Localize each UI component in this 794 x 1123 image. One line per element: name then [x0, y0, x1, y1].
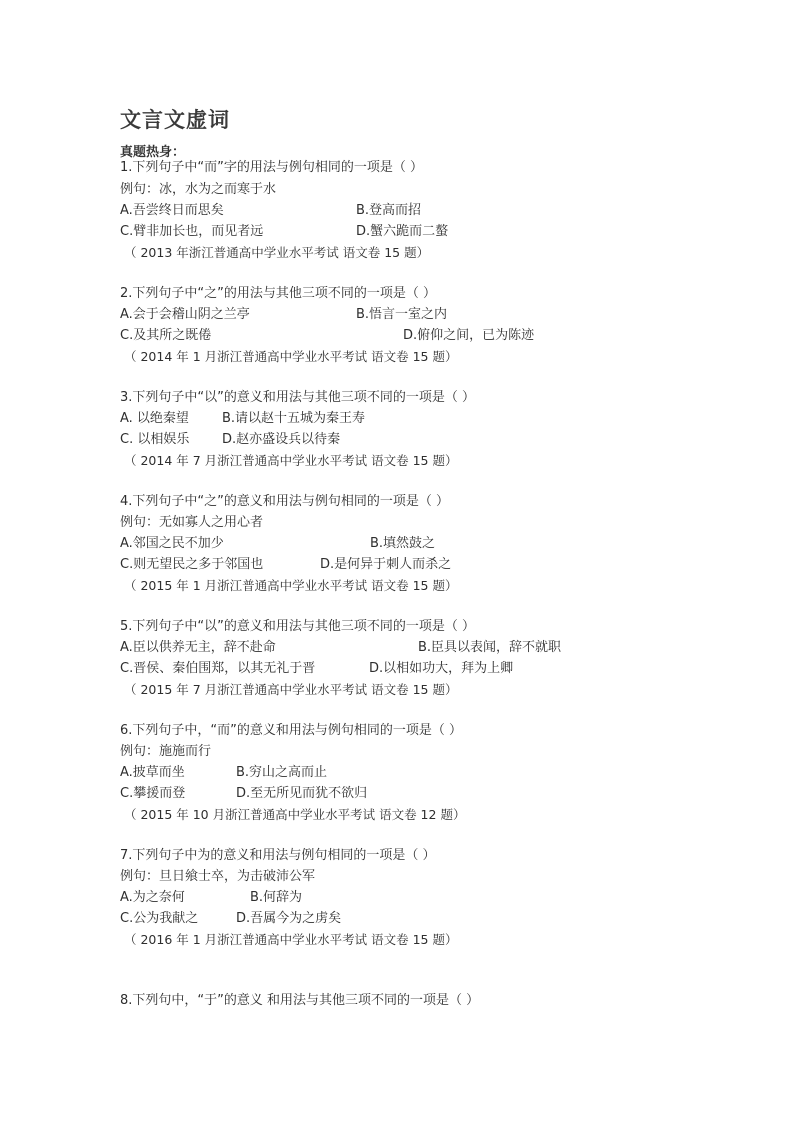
- question-stem: 4.下列句子中“之”的意义和用法与例句相同的一项是（ ）: [120, 494, 450, 509]
- question-source: （ 2014 年 1 月浙江普通高中学业水平考试 语文卷 15 题）: [124, 349, 458, 364]
- question-source: （ 2014 年 7 月浙江普通高中学业水平考试 语文卷 15 题）: [124, 453, 458, 468]
- option-c: C.攀援而登: [120, 786, 186, 801]
- question-stem: 3.下列句子中“以”的意义和用法与其他三项不同的一项是（ ）: [120, 390, 476, 405]
- option-d: D.蟹六跪而二螯: [356, 224, 449, 239]
- option-a: A.为之奈何: [120, 890, 185, 905]
- example-sentence: 例句：施施而行: [120, 744, 212, 759]
- question-stem: 1.下列句子中“而”字的用法与例句相同的一项是（ ）: [120, 160, 424, 175]
- option-a: A. 以绝秦望: [120, 411, 189, 426]
- option-c: C.晋侯、秦伯围郑，以其无礼于晋: [120, 661, 316, 676]
- question-stem: 5.下列句子中“以”的意义和用法与其他三项不同的一项是（ ）: [120, 619, 476, 634]
- question-stem: 6.下列句子中，“而”的意义和用法与例句相同的一项是（ ）: [120, 723, 463, 738]
- question-stem: 7.下列句子中为的意义和用法与例句相同的一项是（ ）: [120, 848, 436, 863]
- page-title: 文言文虚词: [120, 108, 230, 132]
- option-a: A.吾尝终日而思矣: [120, 203, 224, 218]
- option-d: D.至无所见而犹不欲归: [236, 786, 368, 801]
- option-c: C.公为我献之: [120, 911, 199, 926]
- option-c: C.臂非加长也，而见者远: [120, 224, 264, 239]
- question-stem: 8.下列句中，“于”的意义 和用法与其他三项不同的一项是（ ）: [120, 993, 480, 1008]
- option-d: D.是何异于刺人而杀之: [320, 557, 452, 572]
- question-source: （ 2015 年 10 月浙江普通高中学业水平考试 语文卷 12 题）: [124, 807, 466, 822]
- option-a: A.会于会稽山阴之兰亭: [120, 307, 250, 322]
- question-source: （ 2016 年 1 月浙江普通高中学业水平考试 语文卷 15 题）: [124, 932, 458, 947]
- option-b: B.穷山之高而止: [236, 765, 328, 780]
- option-a: A.臣以供养无主，辞不赴命: [120, 640, 276, 655]
- example-sentence: 例句：冰，水为之而寒于水: [120, 182, 277, 197]
- question-stem: 2.下列句子中“之”的用法与其他三项不同的一项是（ ）: [120, 286, 437, 301]
- option-d: D.俯仰之间，已为陈迹: [403, 328, 535, 343]
- option-b: B.何辞为: [250, 890, 303, 905]
- option-d: D.赵亦盛设兵以待秦: [222, 432, 341, 447]
- option-b: B.请以赵十五城为秦王寿: [222, 411, 366, 426]
- option-d: D.吾属今为之虏矣: [236, 911, 342, 926]
- question-source: （ 2013 年浙江普通高中学业水平考试 语文卷 15 题）: [124, 245, 430, 260]
- section-label: 真题热身：: [120, 145, 186, 160]
- option-c: C.则无望民之多于邻国也: [120, 557, 264, 572]
- example-sentence: 例句：旦日飨士卒，为击破沛公军: [120, 869, 316, 884]
- option-a: A.披草而坐: [120, 765, 185, 780]
- option-b: B.悟言一室之内: [356, 307, 448, 322]
- example-sentence: 例句：无如寡人之用心者: [120, 515, 264, 530]
- option-b: B.登高而招: [356, 203, 422, 218]
- question-source: （ 2015 年 7 月浙江普通高中学业水平考试 语文卷 15 题）: [124, 682, 458, 697]
- option-b: B.填然鼓之: [370, 536, 436, 551]
- option-a: A.邻国之民不加少: [120, 536, 224, 551]
- question-source: （ 2015 年 1 月浙江普通高中学业水平考试 语文卷 15 题）: [124, 578, 458, 593]
- option-c: C.及其所之既倦: [120, 328, 212, 343]
- option-c: C. 以相娱乐: [120, 432, 190, 447]
- option-b: B.臣具以表闻，辞不就职: [418, 640, 562, 655]
- option-d: D.以相如功大，拜为上卿: [369, 661, 514, 676]
